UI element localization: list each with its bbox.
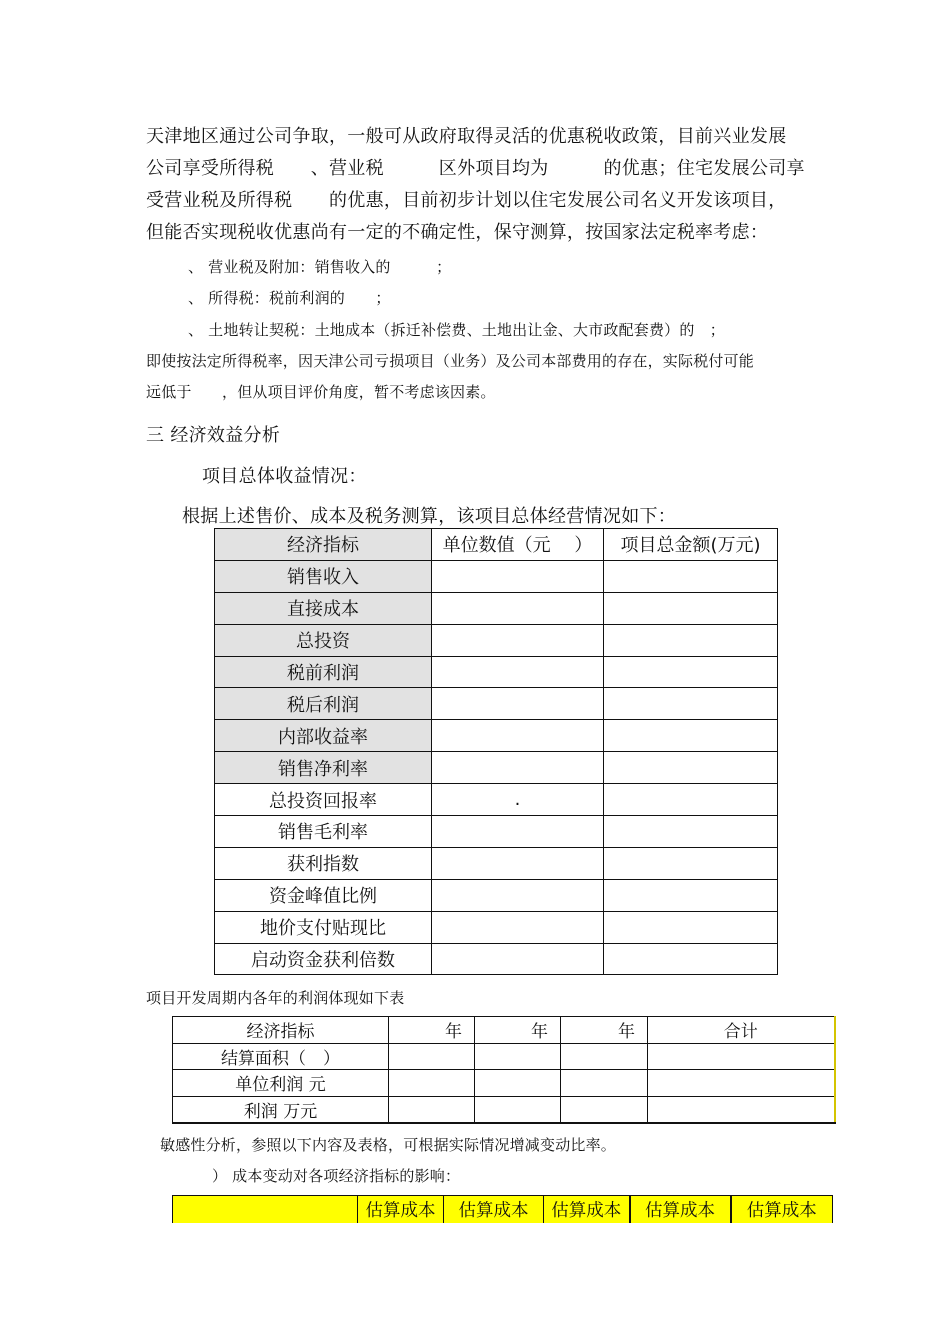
table-row	[215, 688, 778, 720]
table-cell	[648, 1070, 835, 1097]
section-heading: 三 经济效益分析	[146, 425, 281, 446]
table-intro: 根据上述售价、成本及税务测算，该项目总体经营情况如下：	[182, 506, 677, 527]
col-header-estimated-cost: 估算成本	[358, 1196, 444, 1224]
total-cell	[604, 847, 778, 879]
table-row	[173, 1043, 835, 1070]
total-cell	[604, 943, 778, 975]
col-header-year: 年	[389, 1017, 475, 1044]
unit-cell	[432, 943, 604, 975]
total-cell	[604, 816, 778, 848]
sensitivity-table	[172, 1195, 833, 1223]
table-cell	[389, 1043, 475, 1070]
table-row	[215, 560, 778, 592]
subheading: 项目总体收益情况：	[202, 466, 367, 487]
row-label: 销售净利率	[215, 752, 432, 784]
col-header-estimated-cost: 估算成本	[630, 1196, 731, 1224]
col-header-estimated-cost: 估算成本	[731, 1196, 833, 1224]
total-cell	[604, 752, 778, 784]
row-label: 销售毛利率	[215, 816, 432, 848]
table-row	[215, 752, 778, 784]
row-label: 利润 万元	[173, 1096, 389, 1123]
row-label: 税前利润	[215, 656, 432, 688]
col-header-unit-value: 单位数值（元 ）	[432, 529, 604, 561]
col-header-year: 年	[475, 1017, 561, 1044]
sensitivity-subheading: ） 成本变动对各项经济指标的影响：	[212, 1167, 461, 1185]
unit-cell	[432, 816, 604, 848]
col-header-total-amount: 项目总金额(万元)	[604, 529, 778, 561]
table-row	[215, 911, 778, 943]
paragraph-line-4: 但能否实现税收优惠尚有一定的不确定性，保守测算，按国家法定税率考虑：	[146, 222, 769, 243]
table-row	[215, 847, 778, 879]
row-label: 税后利润	[215, 688, 432, 720]
table-cell	[475, 1070, 561, 1097]
table-cell	[561, 1070, 648, 1097]
total-cell	[604, 560, 778, 592]
table-cell	[475, 1096, 561, 1123]
table-row	[173, 1070, 835, 1097]
paragraph-line-2: 公司享受所得税 、营业税 区外项目均为 的优惠；住宅发展公司享	[146, 158, 805, 179]
col-header-estimated-cost: 估算成本	[444, 1196, 544, 1224]
table-cell	[561, 1096, 648, 1123]
paragraph-line-3: 受营业税及所得税 的优惠，目前初步计划以住宅发展公司名义开发该项目，	[146, 190, 787, 211]
tax-item-business: 、 营业税及附加：销售收入的 ；	[188, 258, 452, 276]
table-row	[215, 816, 778, 848]
unit-cell	[432, 688, 604, 720]
row-label: 启动资金获利倍数	[215, 943, 432, 975]
table-row	[215, 879, 778, 911]
table-row	[215, 592, 778, 624]
total-cell	[604, 879, 778, 911]
table-row	[215, 943, 778, 975]
col-header-total: 合计	[648, 1017, 835, 1044]
unit-cell	[432, 911, 604, 943]
total-cell	[604, 911, 778, 943]
unit-cell	[432, 720, 604, 752]
total-cell	[604, 656, 778, 688]
row-label: 资金峰值比例	[215, 879, 432, 911]
unit-cell	[432, 560, 604, 592]
unit-cell	[432, 847, 604, 879]
paragraph-line-1: 天津地区通过公司争取，一般可从政府取得灵活的优惠税收政策，目前兴业发展	[146, 126, 787, 147]
table-cell	[389, 1070, 475, 1097]
table-cell	[648, 1043, 835, 1070]
row-label: 地价支付贴现比	[215, 911, 432, 943]
table-row	[215, 624, 778, 656]
unit-cell	[432, 592, 604, 624]
col-header-estimated-cost: 估算成本	[544, 1196, 630, 1224]
row-label: 获利指数	[215, 847, 432, 879]
note-line-2: 远低于 ，但从项目评价角度，暂不考虑该因素。	[146, 383, 496, 401]
row-label: 总投资回报率	[215, 784, 432, 816]
col-header-indicator: 经济指标	[215, 529, 432, 561]
sensitivity-intro: 敏感性分析，参照以下内容及表格，可根据实际情况增减变动比率。	[160, 1136, 617, 1154]
total-cell	[604, 720, 778, 752]
tax-item-income: 、 所得税：税前利润的 ；	[188, 289, 391, 307]
total-cell	[604, 624, 778, 656]
economic-indicator-table	[214, 528, 778, 975]
table-row	[215, 656, 778, 688]
unit-cell	[432, 656, 604, 688]
unit-cell	[432, 879, 604, 911]
table-row	[215, 784, 778, 816]
yearly-profit-table	[172, 1016, 836, 1124]
row-label: 直接成本	[215, 592, 432, 624]
table-header-row	[173, 1196, 833, 1224]
total-cell	[604, 784, 778, 816]
table-header-row	[173, 1017, 835, 1044]
row-label: 单位利润 元	[173, 1070, 389, 1097]
col-header-blank	[173, 1196, 358, 1224]
table-cell	[648, 1096, 835, 1123]
table-cell	[389, 1096, 475, 1123]
col-header-year: 年	[561, 1017, 648, 1044]
unit-cell	[432, 624, 604, 656]
table-cell	[475, 1043, 561, 1070]
table-row	[215, 720, 778, 752]
table-cell	[561, 1043, 648, 1070]
table-row	[173, 1096, 835, 1123]
tax-item-deed: 、 土地转让契税：土地成本（拆迁补偿费、土地出让金、大市政配套费）的 ；	[188, 321, 725, 339]
unit-cell: .	[432, 784, 604, 816]
row-label: 内部收益率	[215, 720, 432, 752]
row-label: 总投资	[215, 624, 432, 656]
profit-table-intro: 项目开发周期内各年的利润体现如下表	[146, 989, 405, 1007]
table-header-row	[215, 529, 778, 561]
note-line-1: 即使按法定所得税率，因天津公司亏损项目（业务）及公司本部费用的存在，实际税付可能	[146, 352, 755, 370]
row-label: 结算面积（ ）	[173, 1043, 389, 1070]
total-cell	[604, 592, 778, 624]
unit-cell	[432, 752, 604, 784]
total-cell	[604, 688, 778, 720]
col-header-indicator: 经济指标	[173, 1017, 389, 1044]
row-label: 销售收入	[215, 560, 432, 592]
